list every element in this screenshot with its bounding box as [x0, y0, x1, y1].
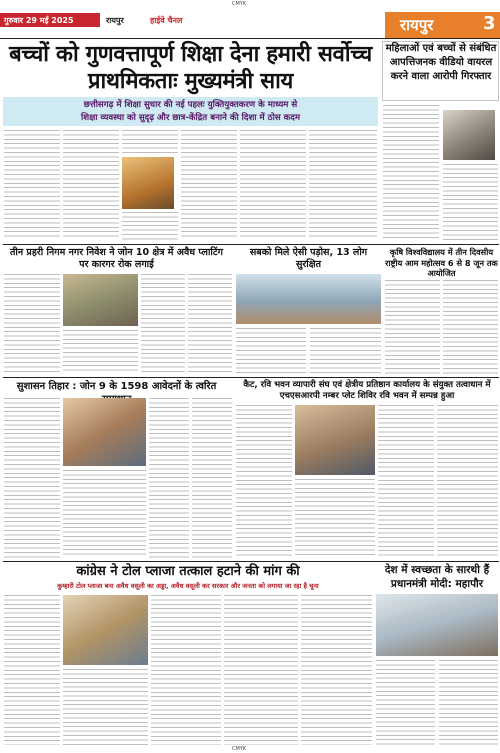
issue-date: गुरुवार 29 मई 2025 — [4, 16, 74, 25]
zone-body-4 — [188, 274, 232, 374]
toll-headline: कांग्रेस ने टोल प्लाजा तत्काल हटाने की मांग की — [76, 564, 300, 579]
masthead-bar — [0, 10, 500, 38]
lead-body-col-4 — [181, 130, 237, 240]
toll-body-2 — [63, 669, 148, 745]
toll-subhead: कुम्हारी टोल प्लाजा बना अवैध वसूली का अड्डा, अवैध वसूली कर सरकार और जनता को लगाया जा रहा है चूना — [57, 582, 319, 590]
hsrp-headline: कैट, रवि भवन व्यापारी संघ एवं क्षेत्रीय प्रतिष्ठान कार्यालय के संयुक्त तत्वाधान में एचएसआरपी नम्बर प्लेट शिविर रवि भवन में सम्पन्न हुआ — [243, 380, 491, 401]
lead-body-col-3b — [122, 212, 178, 240]
divider-1 — [3, 244, 499, 245]
sushasan-body-2 — [63, 470, 146, 558]
sushasan-body-4 — [192, 398, 232, 558]
swachhta-headline: देश में स्वच्छता के सारथी हैं प्रधानमंत्री मोदी: महापौर — [384, 564, 490, 590]
mango-fest-body-2 — [443, 280, 498, 374]
hsrp-body-2 — [295, 479, 375, 558]
toll-body-3 — [151, 595, 221, 745]
hsrp-body-3 — [378, 405, 434, 558]
city-label: रायपुर — [106, 16, 124, 25]
lead-body-col-1 — [4, 130, 60, 240]
lead-subhead-1: छत्तीसगढ़ में शिक्षा सुधार की नई पहलः युक्तियुक्तकरण के माध्यम से — [83, 100, 298, 110]
right-top-body-1 — [383, 105, 439, 240]
right-top-body-2 — [443, 164, 498, 240]
toll-photo — [63, 595, 148, 665]
mango-fest-body-1 — [385, 280, 440, 374]
neighbour-body-1 — [236, 328, 306, 374]
lead-subhead-2: शिक्षा व्यवस्था को सुदृढ़ और छात्र-केंद्रित बनाने की दिशा में ठोस कदम — [81, 113, 300, 123]
section-title: रायपुर — [400, 16, 434, 34]
page-number: 3 — [483, 13, 496, 34]
lead-body-col-5 — [240, 130, 306, 240]
mayor-photo — [376, 594, 498, 656]
cmyk-top-mark: CMYK — [232, 1, 247, 7]
paper-name: हाईवे चैनल — [150, 16, 183, 25]
neighbour-body-2 — [310, 328, 381, 374]
hsrp-body-1 — [236, 405, 292, 558]
divider-2 — [3, 377, 499, 378]
chief-minister-photo — [122, 157, 174, 209]
accused-photo — [443, 110, 495, 160]
lead-body-col-6 — [309, 130, 377, 240]
neighbour-headline: सबको मिले ऐसी पड़ोस, 13 लोग सुरक्षित — [249, 247, 368, 270]
cmyk-bottom-mark: CMYK — [232, 746, 247, 752]
mango-fest-headline: कृषि विश्वविद्यालय में तीन दिवसीय राष्ट्रीय आम महोत्सव 6 से 8 जून तक आयोजित — [385, 247, 498, 278]
sushasan-body-1 — [4, 398, 60, 558]
lead-headline: बच्चों को गुणवत्तापूर्ण शिक्षा देना हमारी सर्वोच्च प्राथमिकताः मुख्यमंत्री साय — [9, 42, 372, 94]
lead-body-col-2 — [63, 130, 119, 240]
zone-body-2 — [63, 330, 138, 374]
toll-body-4 — [224, 595, 298, 745]
sushasan-headline: सुशासन तिहार : जोन 9 के 1598 आवेदनों के त्वरित — [16, 381, 217, 392]
masthead-rule — [0, 38, 500, 39]
sushasan-photo — [63, 398, 146, 466]
swachhta-body-1 — [376, 660, 435, 745]
hsrp-body-4 — [437, 405, 498, 558]
swachhta-body-2 — [439, 660, 498, 745]
right-top-headline: महिलाओं एवं बच्चों से संबंधित आपत्तिजनक वीडियो वायरल करने वाला आरोपी गिरफ्तार — [385, 43, 497, 82]
toll-body-5 — [301, 595, 372, 745]
zone-body-3 — [141, 274, 185, 374]
lead-body-col-3 — [122, 130, 178, 155]
demolition-photo — [63, 274, 138, 326]
zone-headline: तीन प्रहरी निगम नगर निवेश ने जोन 10 क्षेत्र में अवैध प्लाटिंग पर कारगर रोक लगाई — [9, 247, 224, 270]
hsrp-photo — [295, 405, 375, 475]
toll-body-1 — [4, 595, 60, 745]
neighbour-photo — [236, 274, 381, 324]
zone-body-1 — [4, 274, 60, 374]
sushasan-body-3 — [149, 398, 189, 558]
divider-3 — [3, 561, 499, 562]
